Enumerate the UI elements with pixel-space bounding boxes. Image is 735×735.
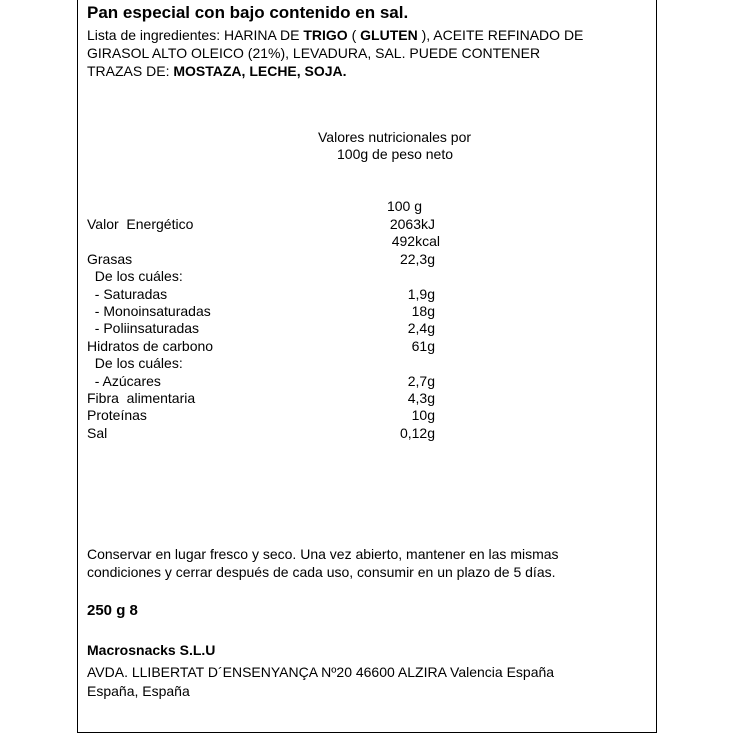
company-address-2: España, España — [87, 683, 190, 699]
company-name: Macrosnacks S.L.U — [87, 642, 216, 658]
nutrition-row-label: Hidratos de carbono — [87, 338, 214, 354]
nutrition-row-label: - Monoinsaturadas — [87, 303, 211, 319]
nutrition-row-value: 61g — [411, 338, 435, 354]
nutrition-row-label: Fibra alimentaria — [87, 390, 196, 406]
ingredients-line-3 — [87, 63, 347, 80]
nutrition-row-value: 0,12g — [399, 425, 435, 441]
ingredients-line-2: GIRASOL ALTO OLEICO (21%), LEVADURA, SAL. PUEDE CONTENER — [87, 45, 541, 61]
nutrition-row-value: 22,3g — [399, 251, 435, 267]
nutrition-header-line-2: 100g de peso neto — [337, 146, 453, 162]
company-address-1: AVDA. LLIBERTAT D´ENSENYANÇA Nº20 46600 ALZIRA Valencia España — [87, 664, 555, 680]
nutrition-row-value: 1,9g — [407, 286, 435, 302]
ingredients-text: ), ACEITE REFINADO DE — [417, 27, 584, 43]
nutrition-row-value: 2,4g — [407, 320, 435, 336]
product-title: Pan especial con bajo contenido en sal. — [87, 3, 409, 22]
nutrition-row-label: - Azúcares — [87, 373, 161, 389]
nutrition-row-label: Valor Energético — [87, 216, 194, 232]
allergen-trigo: TRIGO — [303, 27, 348, 43]
nutrition-header-line-1: Valores nutricionales por — [318, 129, 472, 145]
net-weight: 250 g 8 — [87, 602, 138, 619]
nutrition-row-label: De los cuáles: — [87, 355, 183, 371]
nutrition-row-label: Grasas — [87, 251, 133, 267]
storage-line-1: Conservar en lugar fresco y seco. Una vez abierto, mantener en las mismas — [87, 546, 559, 562]
ingredients-text: ( — [347, 27, 361, 43]
ingredients-line-1 — [87, 27, 583, 44]
nutrition-row-value: 18g — [411, 303, 435, 319]
ingredients-text: Lista de ingredientes: HARINA DE — [87, 27, 304, 43]
nutrition-row-label: De los cuáles: — [87, 268, 183, 284]
storage-line-2: condiciones y cerrar después de cada uso, consumir en un plazo de 5 días. — [87, 564, 556, 580]
nutrition-row-value: 2063kJ — [389, 216, 435, 232]
nutrition-row-value: 10g — [411, 407, 435, 423]
ingredients-text: TRAZAS DE: — [87, 63, 174, 79]
allergen-traces: MOSTAZA, LECHE, SOJA. — [173, 63, 347, 79]
nutrition-row-value: 492kcal — [391, 233, 440, 249]
nutrition-row-label: Proteínas — [87, 407, 147, 423]
allergen-gluten: GLUTEN — [360, 27, 418, 43]
nutrition-row-label: Sal — [87, 425, 108, 441]
nutrition-row-label: - Saturadas — [87, 286, 168, 302]
nutrition-row-value: 4,3g — [407, 390, 435, 406]
nutrition-column-header: 100 g — [386, 198, 422, 214]
nutrition-row-label: - Poliinsaturadas — [87, 320, 200, 336]
nutrition-row-value: 2,7g — [407, 373, 435, 389]
